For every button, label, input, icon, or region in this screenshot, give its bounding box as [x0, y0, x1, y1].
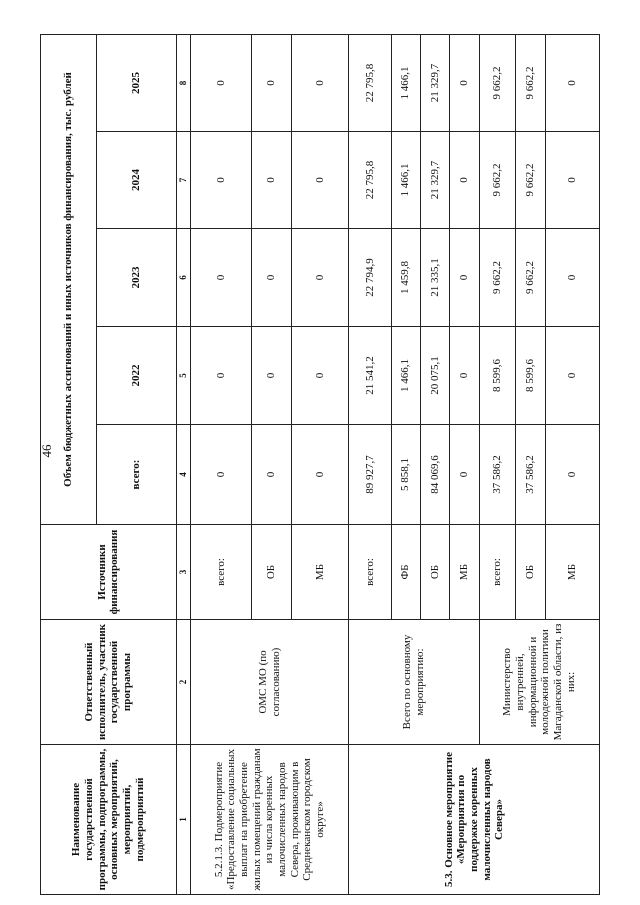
- value-cell: 0: [450, 229, 479, 327]
- value-cell: 1 459,8: [391, 229, 420, 327]
- col-index: 2: [176, 620, 190, 745]
- col-index: 7: [176, 132, 190, 229]
- value-cell: 21 541,2: [349, 327, 391, 425]
- value-cell: 9 662,2: [516, 229, 545, 327]
- source-cell: всего:: [349, 525, 391, 620]
- value-cell: 9 662,2: [516, 34, 545, 131]
- col-index: 6: [176, 229, 190, 327]
- source-cell: ОБ: [420, 525, 449, 620]
- col-index: 3: [176, 525, 190, 620]
- header-sources: Источники финансирования: [41, 525, 177, 620]
- value-cell: 0: [251, 425, 291, 525]
- value-cell: 0: [450, 132, 479, 229]
- value-cell: 0: [291, 132, 348, 229]
- value-cell: 0: [450, 425, 479, 525]
- value-cell: 5 858,1: [391, 425, 420, 525]
- header-year-total: всего:: [97, 425, 176, 525]
- source-cell: МБ: [545, 525, 599, 620]
- value-cell: 1 466,1: [391, 327, 420, 425]
- value-cell: 0: [191, 132, 252, 229]
- value-cell: 9 662,2: [479, 132, 516, 229]
- header-year-2023: 2023: [97, 229, 176, 327]
- value-cell: 37 586,2: [479, 425, 516, 525]
- value-cell: 0: [450, 34, 479, 131]
- value-cell: 8 599,6: [516, 327, 545, 425]
- budget-table-rotated: [40, 35, 600, 895]
- value-cell: 0: [545, 327, 599, 425]
- source-cell: МБ: [291, 525, 348, 620]
- col-index: 8: [176, 34, 190, 131]
- source-cell: ФБ: [391, 525, 420, 620]
- value-cell: 22 794,9: [349, 229, 391, 327]
- budget-table: [40, 34, 600, 895]
- value-cell: 0: [191, 229, 252, 327]
- source-cell: всего:: [191, 525, 252, 620]
- col-index: 4: [176, 425, 190, 525]
- header-funding: Объем бюджетных ассигнований и иных источников финансирования, тыс. рублей: [41, 34, 97, 524]
- value-cell: 21 329,7: [420, 132, 449, 229]
- value-cell: 89 927,7: [349, 425, 391, 525]
- value-cell: 22 795,8: [349, 132, 391, 229]
- value-cell: 1 466,1: [391, 132, 420, 229]
- value-cell: 0: [191, 425, 252, 525]
- value-cell: 0: [545, 229, 599, 327]
- executor-oms: ОМС МО (по согласованию): [191, 620, 349, 745]
- source-cell: всего:: [479, 525, 516, 620]
- value-cell: 37 586,2: [516, 425, 545, 525]
- value-cell: 21 329,7: [420, 34, 449, 131]
- header-year-2022: 2022: [97, 327, 176, 425]
- submeasure-name: 5.2.1.3. Подмероприятие «Предоставление социальных выплат на приобретение жилых помещений гражданам из числа коренных малочисленных народов Севера, проживающим в Среднеканском городском округе»: [191, 745, 349, 895]
- value-cell: 8 599,6: [479, 327, 516, 425]
- value-cell: 0: [251, 229, 291, 327]
- col-index: 5: [176, 327, 190, 425]
- value-cell: 1 466,1: [391, 34, 420, 131]
- header-year-2025: 2025: [97, 34, 176, 131]
- header-executor: Ответственный исполнитель, участник государственной программы: [41, 620, 177, 745]
- value-cell: 0: [251, 34, 291, 131]
- source-cell: ОБ: [251, 525, 291, 620]
- executor-total: Всего по основному мероприятию:: [349, 620, 479, 745]
- value-cell: 84 069,6: [420, 425, 449, 525]
- col-index: 1: [176, 745, 190, 895]
- value-cell: 21 335,1: [420, 229, 449, 327]
- header-year-2024: 2024: [97, 132, 176, 229]
- value-cell: 0: [545, 34, 599, 131]
- executor-ministry: Министерство внутренней, информационной и молодежной политики Магаданской области, из них:: [479, 620, 599, 745]
- value-cell: 0: [291, 425, 348, 525]
- page-number: 46: [39, 444, 54, 458]
- source-cell: ОБ: [516, 525, 545, 620]
- value-cell: 0: [291, 34, 348, 131]
- value-cell: 0: [251, 327, 291, 425]
- value-cell: 0: [291, 229, 348, 327]
- value-cell: 0: [450, 327, 479, 425]
- value-cell: 9 662,2: [479, 34, 516, 131]
- value-cell: 22 795,8: [349, 34, 391, 131]
- value-cell: 0: [191, 34, 252, 131]
- source-cell: МБ: [450, 525, 479, 620]
- value-cell: 20 075,1: [420, 327, 449, 425]
- header-program-name: Наименование государственной программы, подпрограммы, основных мероприятий, мероприятий, подмероприятий: [41, 745, 177, 895]
- value-cell: 0: [291, 327, 348, 425]
- value-cell: 0: [191, 327, 252, 425]
- main-measure-name: 5.3. Основное мероприятие «Мероприятия по поддержке коренных малочисленных народов Севера»: [349, 745, 600, 895]
- value-cell: 0: [251, 132, 291, 229]
- value-cell: 9 662,2: [516, 132, 545, 229]
- value-cell: 0: [545, 425, 599, 525]
- value-cell: 0: [545, 132, 599, 229]
- value-cell: 9 662,2: [479, 229, 516, 327]
